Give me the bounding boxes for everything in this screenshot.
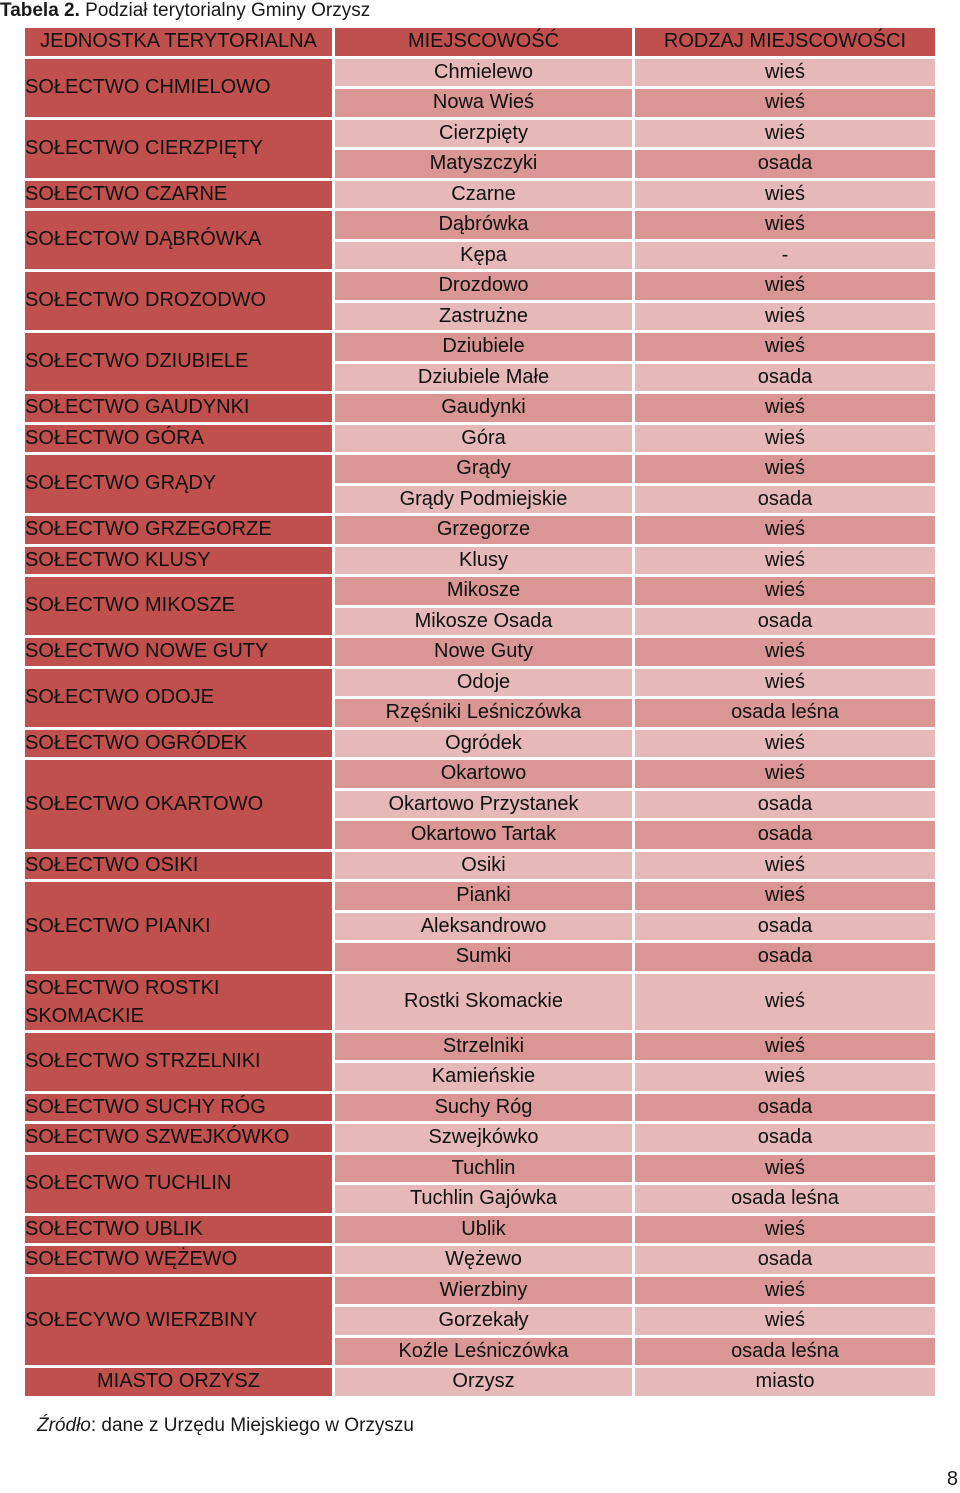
kind-cell: wieś <box>635 669 935 697</box>
source-label: Źródło <box>37 1415 91 1436</box>
place-cell: Koźle Leśniczówka <box>335 1338 632 1366</box>
unit-cell: SOŁECTWO ODOJE <box>25 669 332 727</box>
page-number: 8 <box>946 1468 958 1490</box>
unit-cell: SOŁECTOW DĄBRÓWKA <box>25 211 332 269</box>
unit-cell: SOŁECTWO CZARNE <box>25 181 332 209</box>
place-cell: Osiki <box>335 852 632 880</box>
table-row <box>25 547 935 575</box>
kind-cell: osada <box>635 821 935 849</box>
unit-cell: SOŁECTWO MIKOSZE <box>25 577 332 635</box>
place-cell: Suchy Róg <box>335 1094 632 1122</box>
table-row <box>25 59 935 87</box>
kind-cell: osada <box>635 1094 935 1122</box>
place-cell: Klusy <box>335 547 632 575</box>
table-row <box>25 425 935 453</box>
unit-cell: SOŁECTWO CHMIELOWO <box>25 59 332 117</box>
place-cell: Nowe Guty <box>335 638 632 666</box>
table-row <box>25 1368 935 1396</box>
unit-cell: SOŁECTWO PIANKI <box>25 882 332 971</box>
table-row <box>25 1094 935 1122</box>
place-cell: Cierzpięty <box>335 120 632 148</box>
kind-cell: wieś <box>635 974 935 1030</box>
unit-cell: SOŁECTWO CIERZPIĘTY <box>25 120 332 178</box>
kind-cell: wieś <box>635 59 935 87</box>
kind-cell: wieś <box>635 852 935 880</box>
caption-label: Tabela 2. <box>0 0 80 21</box>
kind-cell: wieś <box>635 1216 935 1244</box>
place-cell: Wierzbiny <box>335 1277 632 1305</box>
table-body <box>25 59 935 1396</box>
kind-cell: wieś <box>635 181 935 209</box>
table-row <box>25 455 935 483</box>
header-row <box>25 28 935 56</box>
table-row <box>25 394 935 422</box>
kind-cell: wieś <box>635 272 935 300</box>
table-row <box>25 333 935 361</box>
kind-cell: osada <box>635 150 935 178</box>
table-row <box>25 760 935 788</box>
table-row <box>25 1033 935 1061</box>
place-cell: Strzelniki <box>335 1033 632 1061</box>
unit-cell: SOŁECTWO GAUDYNKI <box>25 394 332 422</box>
unit-cell: SOŁECTWO GRZEGORZE <box>25 516 332 544</box>
unit-cell: SOŁECTWO KLUSY <box>25 547 332 575</box>
place-cell: Góra <box>335 425 632 453</box>
unit-cell: SOŁECTWO OSIKI <box>25 852 332 880</box>
place-cell: Dziubiele <box>335 333 632 361</box>
table-row <box>25 181 935 209</box>
table-row <box>25 882 935 910</box>
kind-cell: wieś <box>635 1033 935 1061</box>
place-cell: Czarne <box>335 181 632 209</box>
kind-cell: wieś <box>635 730 935 758</box>
place-cell: Kamieńskie <box>335 1063 632 1091</box>
kind-cell: osada leśna <box>635 1185 935 1213</box>
unit-cell: SOŁECTWO WĘŻEWO <box>25 1246 332 1274</box>
kind-cell: osada <box>635 486 935 514</box>
unit-cell: SOŁECTWO UBLIK <box>25 1216 332 1244</box>
place-cell: Mikosze <box>335 577 632 605</box>
kind-cell: osada <box>635 913 935 941</box>
table-row <box>25 638 935 666</box>
place-cell: Dąbrówka <box>335 211 632 239</box>
place-cell: Tuchlin <box>335 1155 632 1183</box>
place-cell: Ogródek <box>335 730 632 758</box>
place-cell: Sumki <box>335 943 632 971</box>
unit-cell: SOŁECTWO GÓRA <box>25 425 332 453</box>
kind-cell: osada <box>635 791 935 819</box>
kind-cell: osada <box>635 608 935 636</box>
kind-cell: wieś <box>635 89 935 117</box>
kind-cell: wieś <box>635 1307 935 1335</box>
place-cell: Grzegorze <box>335 516 632 544</box>
kind-cell: wieś <box>635 333 935 361</box>
unit-cell: SOŁECTWO SUCHY RÓG <box>25 1094 332 1122</box>
unit-cell: SOŁECTWO DROZODWO <box>25 272 332 330</box>
table-row <box>25 1246 935 1274</box>
place-cell: Matyszczyki <box>335 150 632 178</box>
kind-cell: osada <box>635 1246 935 1274</box>
place-cell: Mikosze Osada <box>335 608 632 636</box>
table-row <box>25 730 935 758</box>
place-cell: Zastrużne <box>335 303 632 331</box>
table-row <box>25 669 935 697</box>
table-row <box>25 120 935 148</box>
kind-cell: miasto <box>635 1368 935 1396</box>
kind-cell: wieś <box>635 455 935 483</box>
kind-cell: osada <box>635 1124 935 1152</box>
kind-cell: wieś <box>635 547 935 575</box>
kind-cell: osada leśna <box>635 1338 935 1366</box>
place-cell: Gaudynki <box>335 394 632 422</box>
table-row <box>25 1124 935 1152</box>
kind-cell: wieś <box>635 211 935 239</box>
place-cell: Okartowo Przystanek <box>335 791 632 819</box>
place-cell: Wężewo <box>335 1246 632 1274</box>
table-row <box>25 974 935 1030</box>
unit-cell: SOŁECTWO DZIUBIELE <box>25 333 332 391</box>
table-row <box>25 272 935 300</box>
place-cell: Dziubiele Małe <box>335 364 632 392</box>
place-cell: Gorzekały <box>335 1307 632 1335</box>
unit-cell: SOŁECTWO ROSTKI SKOMACKIE <box>25 974 332 1030</box>
place-cell: Odoje <box>335 669 632 697</box>
unit-cell: SOŁECTWO OKARTOWO <box>25 760 332 849</box>
kind-cell: osada <box>635 943 935 971</box>
place-cell: Grądy Podmiejskie <box>335 486 632 514</box>
table-caption <box>0 0 370 23</box>
place-cell: Chmielewo <box>335 59 632 87</box>
table-row <box>25 852 935 880</box>
place-cell: Orzysz <box>335 1368 632 1396</box>
kind-cell: wieś <box>635 1155 935 1183</box>
place-cell: Drozdowo <box>335 272 632 300</box>
unit-cell: SOŁECTWO NOWE GUTY <box>25 638 332 666</box>
unit-cell: SOŁECTWO TUCHLIN <box>25 1155 332 1213</box>
place-cell: Rzęśniki Leśniczówka <box>335 699 632 727</box>
kind-cell: wieś <box>635 394 935 422</box>
place-cell: Kępa <box>335 242 632 270</box>
kind-cell: wieś <box>635 882 935 910</box>
table-row <box>25 577 935 605</box>
place-cell: Ublik <box>335 1216 632 1244</box>
kind-cell: wieś <box>635 516 935 544</box>
kind-cell: osada <box>635 364 935 392</box>
territorial-division-table <box>22 25 938 1399</box>
table-row <box>25 1216 935 1244</box>
kind-cell: wieś <box>635 760 935 788</box>
source-text: : dane z Urzędu Miejskiego w Orzyszu <box>90 1415 414 1436</box>
kind-cell: osada leśna <box>635 699 935 727</box>
place-cell: Tuchlin Gajówka <box>335 1185 632 1213</box>
source-note <box>37 1414 414 1438</box>
kind-cell: wieś <box>635 303 935 331</box>
unit-cell: SOŁECTWO STRZELNIKI <box>25 1033 332 1091</box>
kind-cell: wieś <box>635 1277 935 1305</box>
unit-cell: SOŁECTWO GRĄDY <box>25 455 332 513</box>
header-place: MIEJSCOWOŚĆ <box>335 28 632 56</box>
place-cell: Pianki <box>335 882 632 910</box>
table-row <box>25 1155 935 1183</box>
header-kind: RODZAJ MIEJSCOWOŚCI <box>635 28 935 56</box>
place-cell: Grądy <box>335 455 632 483</box>
unit-cell: SOŁECTWO OGRÓDEK <box>25 730 332 758</box>
place-cell: Rostki Skomackie <box>335 974 632 1030</box>
place-cell: Okartowo <box>335 760 632 788</box>
unit-cell: SOŁECYWO WIERZBINY <box>25 1277 332 1366</box>
table-row <box>25 211 935 239</box>
place-cell: Okartowo Tartak <box>335 821 632 849</box>
kind-cell: wieś <box>635 1063 935 1091</box>
table-row <box>25 516 935 544</box>
header-unit: JEDNOSTKA TERYTORIALNA <box>25 28 332 56</box>
kind-cell: wieś <box>635 577 935 605</box>
caption-title: Podział terytorialny Gminy Orzysz <box>79 0 371 21</box>
kind-cell: wieś <box>635 638 935 666</box>
kind-cell: - <box>635 242 935 270</box>
table-row <box>25 1277 935 1305</box>
unit-cell: MIASTO ORZYSZ <box>25 1368 332 1396</box>
kind-cell: wieś <box>635 120 935 148</box>
unit-cell: SOŁECTWO SZWEJKÓWKO <box>25 1124 332 1152</box>
kind-cell: wieś <box>635 425 935 453</box>
place-cell: Szwejkówko <box>335 1124 632 1152</box>
place-cell: Nowa Wieś <box>335 89 632 117</box>
place-cell: Aleksandrowo <box>335 913 632 941</box>
